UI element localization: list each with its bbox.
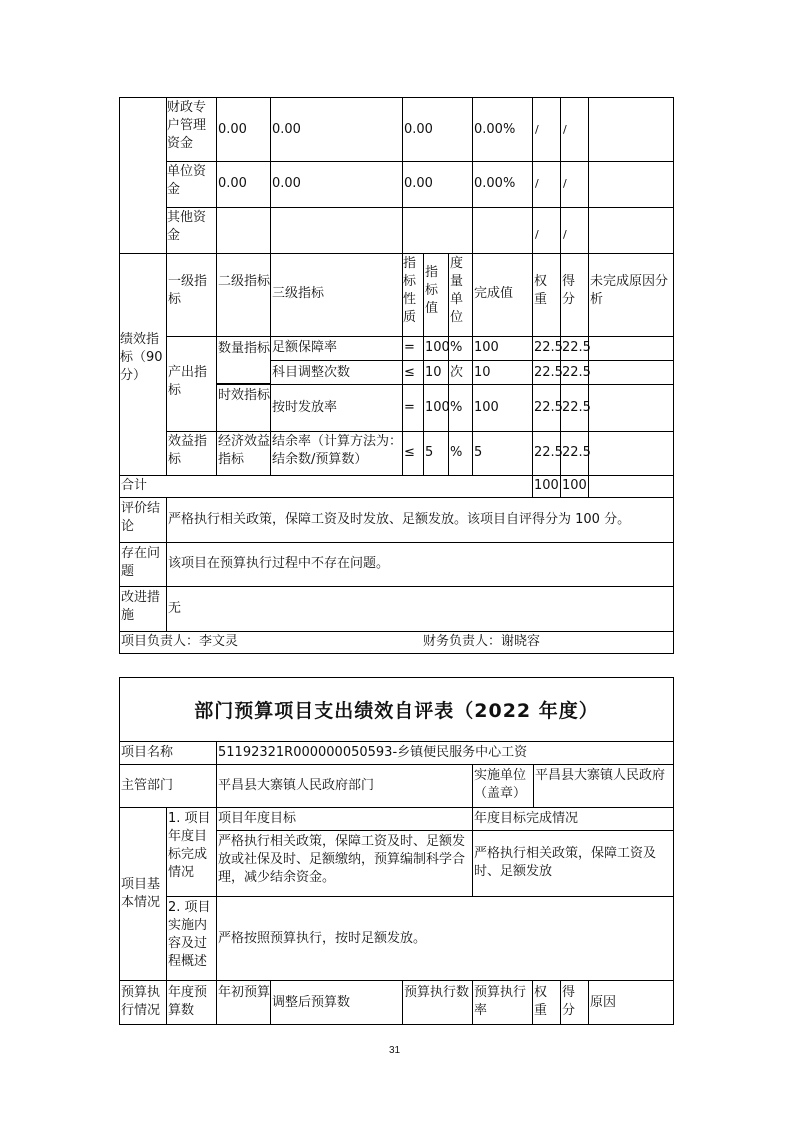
fund-left-blank: [119, 97, 167, 254]
table-title: 部门预算项目支出绩效自评表（2022 年度）: [194, 700, 599, 722]
perf-done: 100: [474, 400, 499, 415]
goal-head: 项目年度目标: [218, 811, 297, 826]
impl-summary: 严格按照预算执行，按时足额发放。: [218, 931, 427, 946]
cell: [402, 207, 473, 254]
budget-reason: 原因: [590, 995, 617, 1010]
cell: [588, 475, 674, 498]
fund-weight: /: [535, 228, 539, 241]
perf-nature: =: [404, 400, 415, 415]
basic-label: 项目基本情况: [121, 877, 161, 910]
perf-weight: 22.5: [534, 365, 563, 380]
perf-unit: 次: [450, 365, 464, 380]
goal-label: 1. 项目年度目标完成情况: [168, 811, 211, 880]
budget-annual: 年度预算数: [168, 985, 208, 1018]
cell: [588, 336, 674, 361]
cell: [588, 431, 674, 476]
fund-v1: 0.00: [218, 176, 247, 191]
dept-value: 平昌县大寨镇人民政府部门: [218, 778, 375, 793]
perf-weight: 22.5: [534, 340, 563, 355]
evaluation-text: 严格执行相关政策，保障工资及时发放、足额发放。该项目自评得分为 100 分。: [168, 512, 631, 527]
perf-score: 22.5: [562, 340, 591, 355]
goal-done-head: 年度目标完成情况: [474, 811, 579, 826]
perf-l2: 数量指标: [218, 341, 271, 356]
impl-value: 平昌县大寨镇人民政府: [535, 768, 666, 783]
perf-l3: 结余率（计算方法为：结余数/预算数）: [272, 434, 403, 467]
perf-l2: 时效指标: [218, 388, 271, 403]
output-label: 产出指标: [168, 365, 208, 398]
impl-summary-label: 2. 项目实施内容及过程概述: [168, 900, 211, 969]
fund-v2: 0.00: [272, 122, 301, 137]
perf-label: 绩效指标（90分）: [120, 332, 163, 383]
goal-done-text: 严格执行相关政策，保障工资及时、足额发放: [474, 846, 657, 879]
header-reason: 未完成原因分析: [590, 274, 669, 307]
fund-label: 单位资金: [167, 164, 207, 197]
page-number: 31: [389, 1045, 401, 1056]
fund-weight: /: [535, 177, 539, 190]
perf-score: 22.5: [562, 445, 591, 460]
budget-exec-rate: 预算执行率: [474, 985, 527, 1018]
fund-v3: 0.00: [404, 122, 433, 137]
budget-adjusted: 调整后预算数: [272, 995, 351, 1010]
perf-done: 10: [474, 365, 491, 380]
perf-value: 100: [425, 400, 450, 415]
perf-unit: %: [450, 340, 463, 355]
cell: [472, 207, 533, 254]
perf-weight: 22.5: [534, 445, 563, 460]
goal-text: 严格执行相关政策，保障工资及时、足额发放或社保及时、足额缴纳，预算编制科学合理，减少结余资金。: [218, 834, 466, 885]
perf-nature: ≤: [404, 445, 415, 460]
budget-weight: 权重: [534, 985, 548, 1018]
cell: [216, 253, 271, 337]
perf-unit: %: [450, 445, 463, 460]
perf-unit: %: [450, 400, 463, 415]
perf-done: 5: [474, 445, 483, 460]
perf-nature: ≤: [404, 365, 415, 380]
impl-label: 实施单位（盖章）: [474, 768, 527, 801]
perf-value: 10: [425, 365, 442, 380]
total-label: 合计: [121, 478, 148, 493]
cell: [588, 207, 674, 254]
header-nature: 指标性质: [403, 256, 417, 325]
perf-value: 100: [425, 340, 450, 355]
header-unit: 度量单位: [450, 256, 464, 325]
issues-text: 该项目在预算执行过程中不存在问题。: [168, 556, 390, 571]
perf-weight: 22.5: [534, 400, 563, 415]
header-l3: 三级指标: [272, 286, 325, 301]
cell: [119, 475, 533, 498]
issues-label: 存在问题: [121, 546, 161, 579]
budget-score: 得分: [562, 985, 576, 1018]
improve-label: 改进措施: [121, 590, 161, 623]
cell: [588, 97, 674, 162]
header-score: 得分: [562, 274, 576, 307]
header-weight: 权重: [534, 274, 548, 307]
fund-weight: /: [535, 123, 539, 136]
cell: [270, 207, 403, 254]
project-name: 51192321R000000050593-乡镇便民服务中心工资: [218, 745, 528, 760]
perf-l3: 科目调整次数: [272, 365, 351, 380]
cell: [166, 586, 674, 632]
total-score: 100: [562, 478, 587, 493]
fund-v3: 0.00: [404, 176, 433, 191]
total-weight: 100: [534, 478, 559, 493]
fund-score: /: [563, 177, 567, 190]
cell: [216, 207, 271, 254]
cell: [588, 384, 674, 432]
perf-nature: =: [404, 340, 415, 355]
perf-score: 22.5: [562, 365, 591, 380]
fund-label: 财政专户管理资金: [167, 100, 207, 151]
cell: [588, 161, 674, 208]
evaluation-label: 评价结论: [121, 501, 161, 534]
header-done: 完成值: [474, 286, 514, 301]
cell: [588, 360, 674, 385]
perf-l3: 足额保障率: [272, 340, 338, 355]
header-value: 指标值: [425, 265, 439, 316]
budget-label: 预算执行情况: [121, 985, 161, 1018]
benefit-label: 效益指标: [168, 434, 208, 467]
dept-label: 主管部门: [121, 778, 174, 793]
fund-label: 其他资金: [167, 210, 207, 243]
perf-done: 100: [474, 340, 499, 355]
budget-initial: 年初预算: [218, 985, 271, 1000]
fund-pct: 0.00%: [474, 122, 516, 137]
project-name-label: 项目名称: [121, 745, 174, 760]
fund-pct: 0.00%: [474, 176, 516, 191]
header-l1: 一级指标: [168, 274, 208, 307]
finance-owner: 财务负责人：谢晓容: [423, 634, 541, 649]
fund-score: /: [563, 228, 567, 241]
budget-exec-num: 预算执行数: [404, 985, 470, 1000]
fund-v1: 0.00: [218, 122, 247, 137]
improve-text: 无: [168, 601, 182, 616]
perf-l3: 按时发放率: [272, 400, 338, 415]
project-owner: 项目负责人：李文灵: [121, 634, 239, 649]
perf-score: 22.5: [562, 400, 591, 415]
perf-l2: 经济效益指标: [218, 434, 271, 467]
perf-value: 5: [425, 445, 434, 460]
fund-score: /: [563, 123, 567, 136]
fund-v2: 0.00: [272, 176, 301, 191]
header-l2: 二级指标: [218, 274, 271, 289]
